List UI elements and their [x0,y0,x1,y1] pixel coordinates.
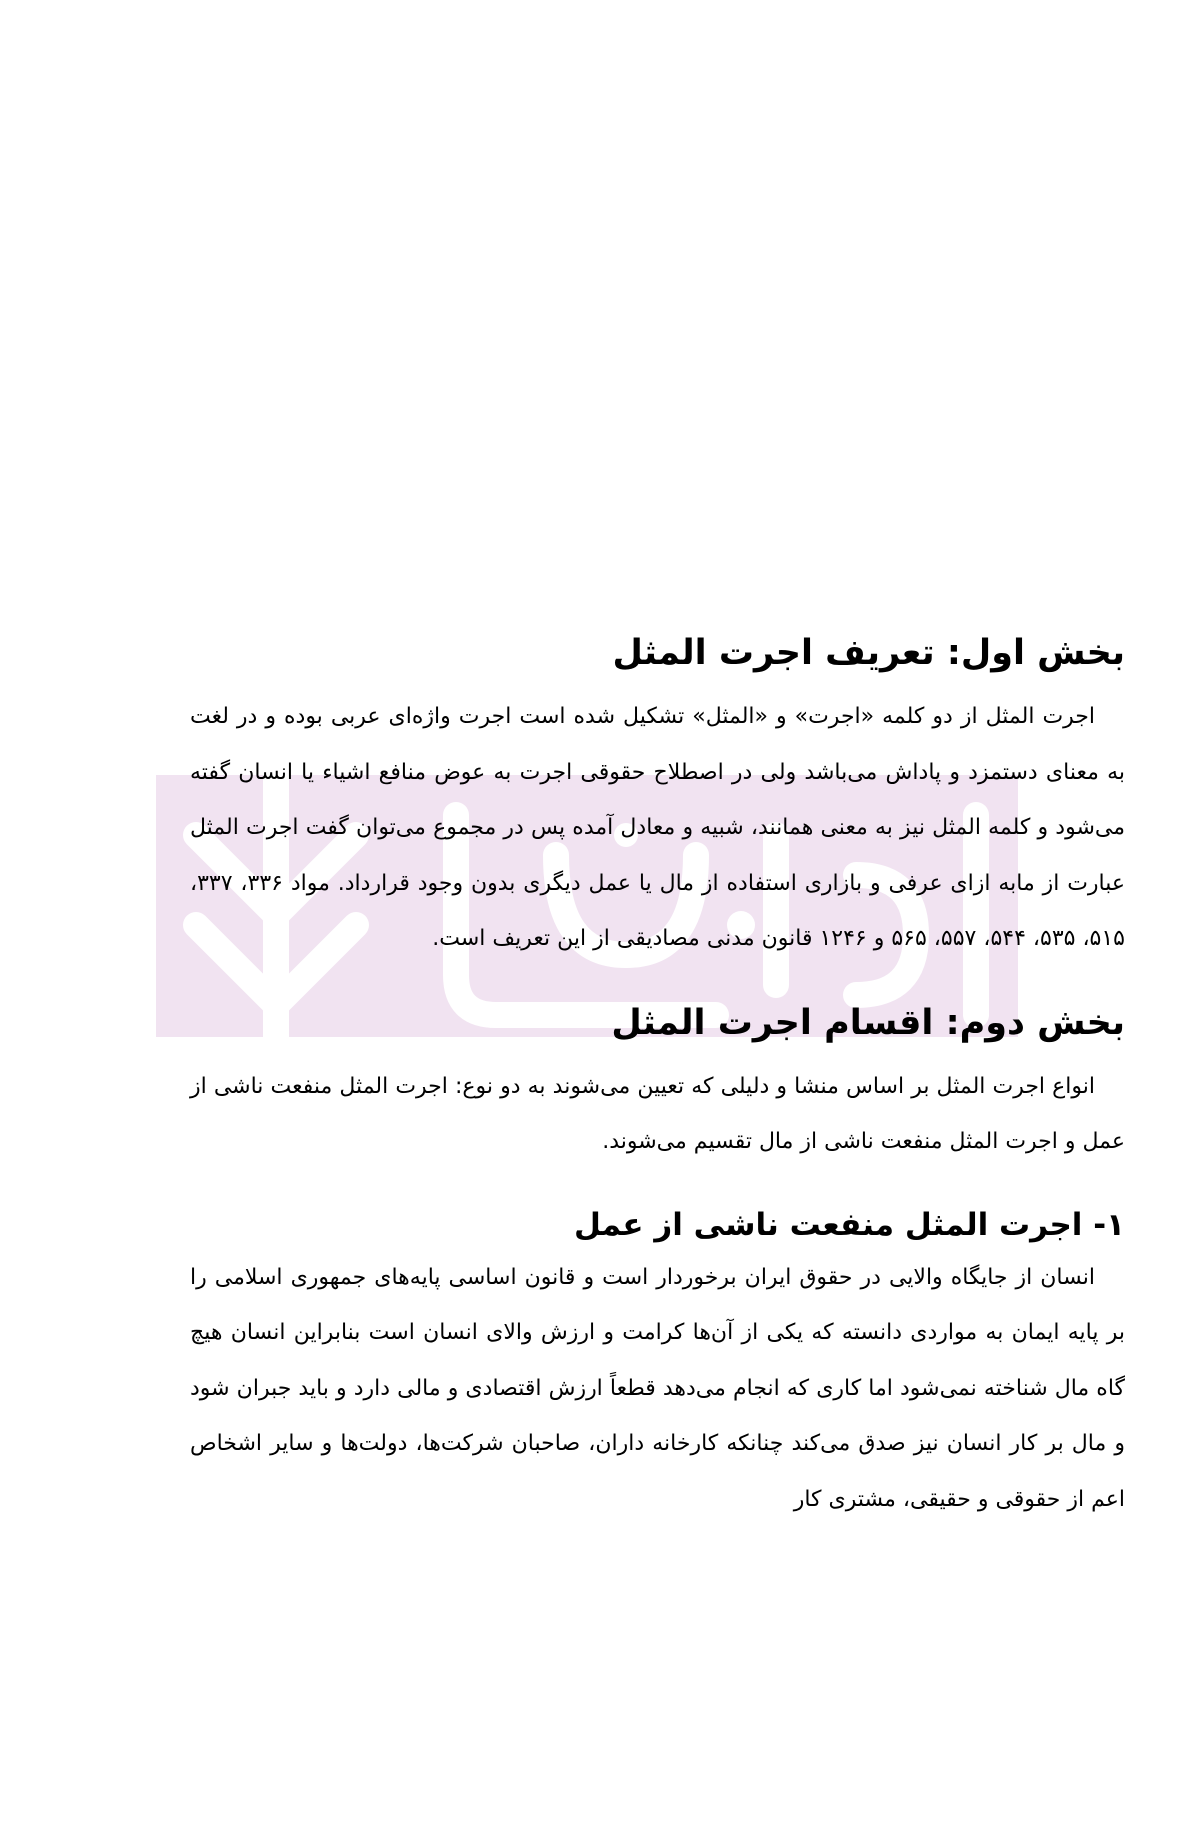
section-definition [190,625,1125,967]
section-labor [190,1200,1125,1528]
subsection-heading: ۱- اجرت المثل منفعت ناشی از عمل [573,1206,1125,1243]
section-types [190,995,1125,1170]
section-paragraph: انواع اجرت المثل بر اساس منشا و دلیلی که تعیین می‌شوند به دو نوع: اجرت المثل منفعت ناشی از عمل و اجرت المثل منفعت ناشی از مال تقسیم می‌شوند. [190,1073,1125,1154]
section-paragraph: انسان از جایگاه والایی در حقوق ایران برخوردار است و قانون اساسی پایه‌های جمهوری اسلامی را بر پایه ایمان به مواردی دانسته که یکی از آن‌ها کرامت و ارزش والای انسان است بنابراین انسان هیچ گاه مال شناخته نمی‌شود اما کاری که انجام می‌دهد قطعاً ارزش اقتصادی و مالی دارد و باید جبران شود و مال بر کار انسان نیز صدق می‌کند چنانکه کارخانه داران، صاحبان شرکت‌ها، دولت‌ها و سایر اشخاص اعم از حقوقی و حقیقی، مشتری کار [190,1264,1125,1512]
section-paragraph: اجرت المثل از دو کلمه «اجرت» و «المثل» تشکیل شده است اجرت واژه‌ای عربی بوده و در لغت به معنای دستمزد و پاداش می‌باشد ولی در اصطلاح حقوقی اجرت به عوض منافع اشیاء یا انسان گفته می‌شود و کلمه المثل نیز به معنی همانند، شبیه و معادل آمده پس در مجموع می‌توان گفت اجرت المثل عبارت از مابه ازای عرفی و بازاری استفاده از مال یا عمل دیگری بدون وجود قرارداد. مواد ۳۳۶، ۳۳۷، ۵۱۵، ۵۳۵، ۵۴۴، ۵۵۷، ۵۶۵ و ۱۲۴۶ قانون مدنی مصادیقی از این تعریف است. [190,704,1126,951]
section-heading: بخش اول: تعریف اجرت المثل [612,633,1125,673]
text-body [190,625,1125,1527]
section-heading: بخش دوم: اقسام اجرت المثل [611,1002,1125,1043]
